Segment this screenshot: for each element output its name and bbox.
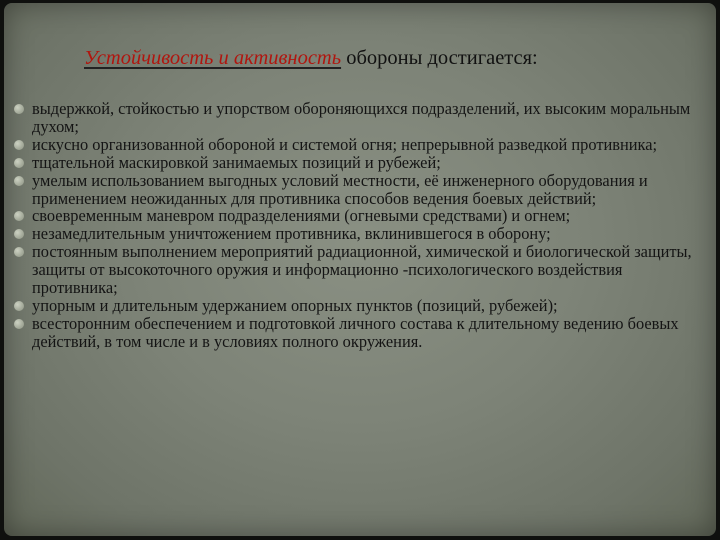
list-item [14, 297, 704, 315]
bullet-icon [14, 301, 24, 311]
bullet-icon [14, 247, 24, 257]
list-item [14, 243, 704, 297]
list-item-text: своевременным маневром подразделениями (огневыми средствами) и огнем; [32, 206, 571, 226]
list-item [14, 172, 704, 208]
list-item [14, 136, 704, 154]
list-item [14, 207, 704, 225]
list-item-text: незамедлительным уничтожением противника, вклинившегося в оборону; [32, 224, 551, 244]
content-panel [4, 3, 716, 536]
slide-title [84, 47, 684, 70]
title-rest: обороны достигается: [341, 47, 538, 69]
bullet-icon [14, 211, 24, 221]
list-item [14, 225, 704, 243]
bullet-icon [14, 229, 24, 239]
bullet-icon [14, 319, 24, 329]
list-item-text: постоянным выполнением мероприятий радиационной, химической и биологической защиты, защиты от высокоточного оружия и информационно -психологического воздействия противника; [32, 242, 692, 298]
list-item-text: искусно организованной обороной и системой огня; непрерывной разведкой противника; [32, 134, 658, 154]
list-item-text: тщательной маскировкой занимаемых позиций и рубежей; [32, 152, 441, 172]
list-item [14, 154, 704, 172]
bullet-icon [14, 104, 24, 114]
bullet-icon [14, 158, 24, 168]
list-item-text: умелым использованием выгодных условий местности, её инженерного оборудования и применением неожиданных для противника способов ведения боевых действий; [32, 170, 648, 208]
list-item-text: выдержкой, стойкостью и упорством обороняющихся подразделений, их высоким моральным духом; [32, 99, 691, 136]
list-item-text: всесторонним обеспечением и подготовкой личного состава к длительному ведению боевых действий, в том числе и в условиях полного окружения. [32, 313, 679, 351]
bullet-icon [14, 176, 24, 186]
list-item-text: упорным и длительным удержанием опорных пунктов (позиций, рубежей); [32, 295, 558, 315]
list-item [14, 100, 704, 136]
bullet-list [14, 100, 704, 351]
list-item [14, 315, 704, 351]
bullet-icon [14, 140, 24, 150]
title-accent: Устойчивость и активность [84, 47, 342, 69]
